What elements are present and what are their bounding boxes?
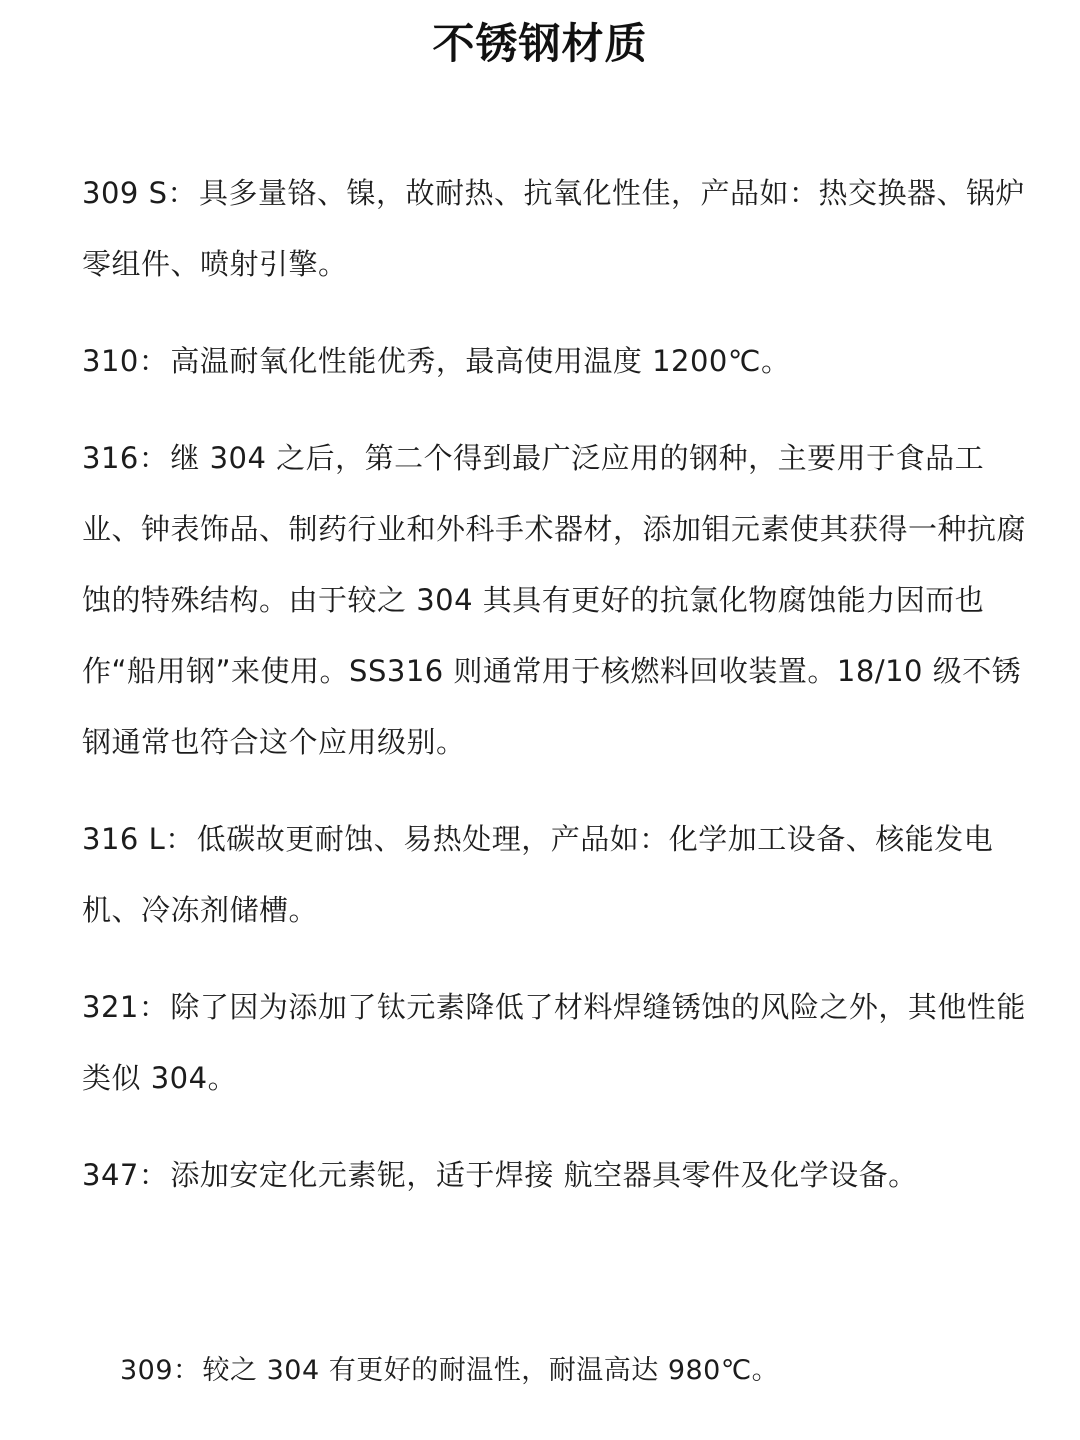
entry-316l (82, 804, 1032, 946)
grade-label: 310： (82, 344, 169, 378)
grade-label: 316： (82, 441, 169, 475)
entry-321 (82, 972, 1032, 1114)
grade-description: 高温耐氧化性能优秀，最高使用温度 1200℃。 (170, 344, 791, 378)
entry-309s (82, 158, 1032, 300)
grade-label: 321： (82, 990, 169, 1024)
grade-description: 具多量铬、镍，故耐热、抗氧化性佳，产品如：热交换器、锅炉零组件、喷射引擎。 (82, 176, 1025, 281)
grade-description: 继 304 之后，第二个得到最广泛应用的钢种，主要用于食品工业、钟表饰品、制药行业和外科手术器材，添加钼元素使其获得一种抗腐蚀的特殊结构。由于较之 304 其具有更好的抗氯化物腐蚀能力因而也作“船用钢”来使用。SS316 则通常用于核燃料回收装置。18/10 级不锈钢通常也符合这个应用级别。 (82, 441, 1027, 759)
grade-label: 316 L： (82, 822, 195, 856)
grade-label: 309 S： (82, 176, 197, 210)
grade-description: 除了因为添加了钛元素降低了材料焊缝锈蚀的风险之外，其他性能类似 304。 (82, 990, 1026, 1095)
entry-316 (82, 423, 1032, 778)
entry-309 (120, 1343, 1040, 1399)
grade-label: 309： (120, 1355, 201, 1386)
grade-description: 低碳故更耐蚀、易热处理，产品如：化学加工设备、核能发电机、冷冻剂储槽。 (82, 822, 994, 927)
entry-347 (82, 1140, 1032, 1211)
document-title: 不锈钢材质 (432, 19, 648, 68)
steel-grade-list (82, 158, 1032, 1211)
grade-description: 添加安定化元素铌，适于焊接 航空器具零件及化学设备。 (170, 1158, 918, 1192)
entry-310 (82, 326, 1032, 397)
grade-description: 较之 304 有更好的耐温性，耐温高达 980℃。 (202, 1355, 780, 1386)
grade-label: 347： (82, 1158, 169, 1192)
